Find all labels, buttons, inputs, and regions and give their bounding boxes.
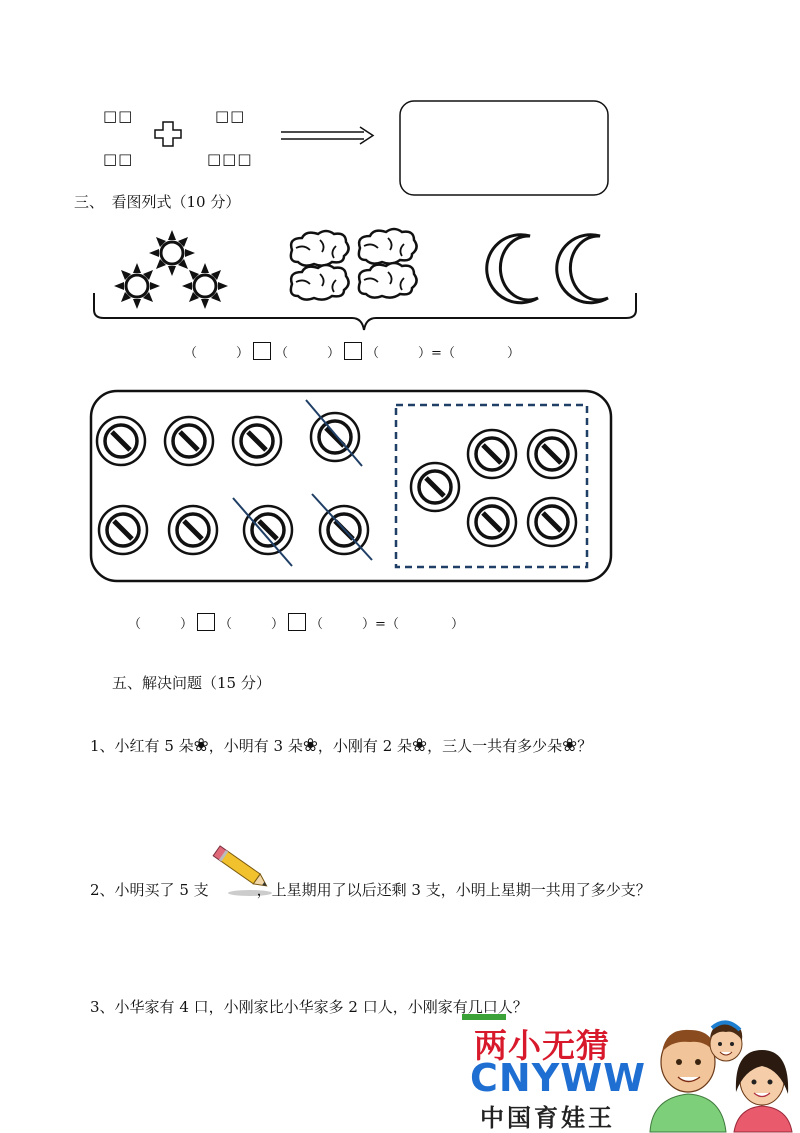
coin-icon [165, 417, 213, 465]
cloud-icon [359, 229, 417, 264]
coin-icon [169, 506, 217, 554]
watermark-title: 两小无猜 [474, 1026, 610, 1065]
blank-paren[interactable]: （ ） [128, 617, 194, 632]
blank-paren[interactable]: （ ） [184, 346, 250, 361]
answer-box [400, 101, 608, 195]
coin-icon [97, 417, 145, 465]
problem-3 [90, 996, 528, 1017]
sun-icon [182, 263, 228, 309]
coin-icon [468, 430, 516, 478]
coin-icon [244, 506, 292, 554]
section-5-title: 五、解决问题（15 分） [112, 674, 271, 692]
problem-text: ，上星期用了以后还剩 3 支，小明上星期一共用了多少支？ [256, 881, 651, 899]
sun-icon [114, 263, 160, 309]
operator-box[interactable] [288, 613, 306, 631]
problem-text: ，小刚有 2 朵 [317, 737, 413, 755]
family-illustration [650, 1022, 792, 1132]
problem-2 [90, 879, 651, 900]
problem-text: 小华家有 4 口，小刚家比小华家多 2 口人，小刚家有几口人？ [114, 998, 528, 1016]
problem-text: ，小明有 3 朵 [208, 737, 303, 755]
operator-box[interactable] [197, 613, 215, 631]
problem-text: ，三人一共有多少朵 [427, 737, 563, 755]
coin-icon [468, 498, 516, 546]
blank-paren[interactable]: （ ） [310, 617, 376, 632]
watermark-brand: CNYWW [470, 1056, 647, 1100]
coin-icon [528, 430, 576, 478]
problem-number: 2、 [90, 881, 115, 899]
coin-icon [411, 463, 459, 511]
coin-icon [233, 417, 281, 465]
cloud-icon [291, 231, 349, 266]
flower-icon: ❀ [562, 735, 578, 756]
plus-icon [155, 122, 181, 146]
moon-icon [487, 235, 538, 303]
bottom-right-squares: □□□ [207, 150, 253, 168]
cloud-icon [291, 265, 349, 300]
equals-sign: = [375, 617, 386, 632]
operator-box[interactable] [253, 342, 271, 360]
problem-1 [90, 735, 592, 756]
coin-icon [99, 506, 147, 554]
cloud-icon [359, 263, 417, 298]
sun-icon [149, 230, 195, 276]
equation-row-2 [128, 613, 464, 632]
problem-text: 小明买了 5 支 [114, 881, 209, 899]
coin-icon [528, 498, 576, 546]
top-left-squares: □□ [103, 107, 134, 125]
arrow-icon [281, 127, 373, 144]
watermark-subtitle: 中国育娃王 [480, 1104, 615, 1132]
blank-paren[interactable]: （ ） [366, 346, 432, 361]
section-3-title: 三、 看图列式（10 分） [74, 193, 241, 211]
answer-paren[interactable]: （ ） [385, 617, 464, 632]
operator-box[interactable] [344, 342, 362, 360]
equation-row-1 [184, 342, 520, 361]
flower-icon: ❀ [302, 735, 318, 756]
problem-number: 1、 [90, 737, 115, 755]
moon-icon [557, 235, 608, 303]
flower-icon: ❀ [412, 735, 428, 756]
bottom-left-squares: □□ [103, 150, 134, 168]
problem-text: 小红有 5 朵 [114, 737, 194, 755]
problem-text: ？ [577, 737, 593, 755]
blank-paren[interactable]: （ ） [275, 346, 341, 361]
equals-sign: = [431, 346, 442, 361]
flower-icon: ❀ [193, 735, 209, 756]
problem-number: 3、 [90, 998, 115, 1016]
answer-paren[interactable]: （ ） [441, 346, 520, 361]
top-right-squares: □□ [215, 107, 246, 125]
blank-paren[interactable]: （ ） [219, 617, 285, 632]
grouping-brace [94, 293, 636, 330]
